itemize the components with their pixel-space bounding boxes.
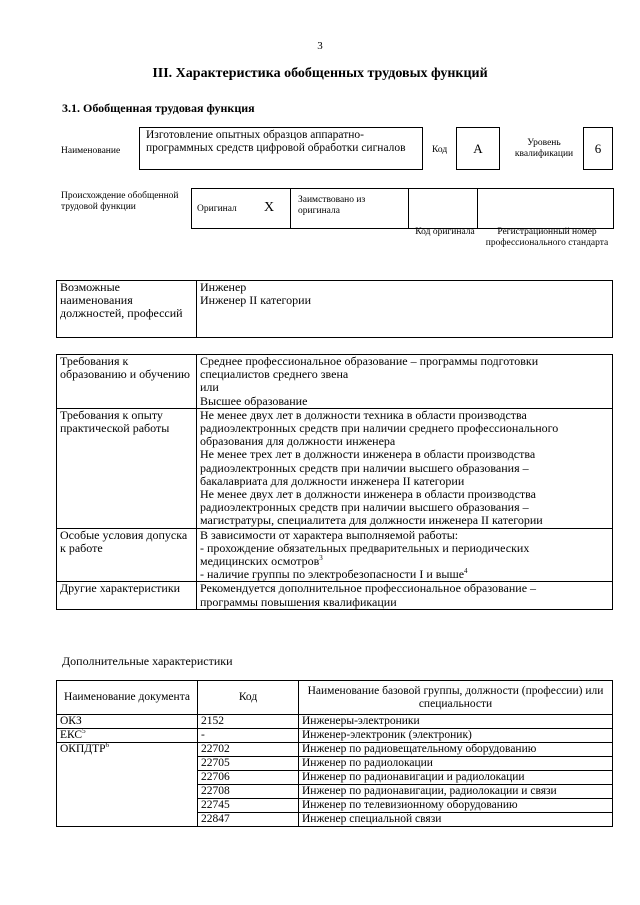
table-row [57,715,613,729]
col-doc-header: Наименование документа [57,681,198,715]
text-line: - прохождение обязательных предварительных и периодических [200,540,530,555]
text-fragment: медицинских осмотров [200,554,320,569]
position-item: Инженер [200,280,247,294]
code-original-caption: Код оригинала [415,227,475,237]
doc-cell [57,743,198,827]
subsection-title: 3.1. Обобщенная трудовая функция [62,101,255,115]
code-cell: 22706 [198,771,299,785]
original-mark: X [264,200,275,215]
text-line: программы повышения квалификации [200,594,397,609]
requirements-table [56,354,613,610]
positions-values [197,281,613,338]
footnote-ref: 3 [319,554,323,563]
experience-label: Требования к опыту практической работы [57,408,197,528]
col-name-header: Наименование базовой группы, должности (профессии) или специальности [299,681,613,715]
experience-value [197,408,613,528]
text-line: магистратуры, специалитета для должности инженера II категории [200,513,543,528]
doc-name: ОКПДТР [60,743,106,755]
text-line: Высшее образование [200,393,308,408]
doc-cell [57,729,198,743]
origin-label: Происхождение обобщенной трудовой функции [61,191,179,212]
text-line: Не менее двух лет в должности техника в области производства [200,407,527,422]
text-line: образования для должности инженера [200,434,396,449]
doc-cell [57,715,198,729]
code-cell: 22847 [198,813,299,827]
code-original-cell [408,188,478,229]
function-name-field [139,127,423,170]
level-value: 6 [594,140,602,156]
code-cell: 22708 [198,785,299,799]
additional-table [56,680,613,827]
name-cell: Инженер специальной связи [299,813,613,827]
text-line [200,568,609,581]
name-cell: Инженер по телевизионному оборудованию [299,799,613,813]
code-field [456,127,500,170]
text-line: Не менее трех лет в должности инженера в области производства [200,447,536,462]
footnote-ref: 6 [105,741,110,750]
doc-name: ОКЗ [60,715,82,727]
additional-title: Дополнительные характеристики [62,654,233,668]
special-conditions-value [197,528,613,582]
text-line: В зависимости от характера выполняемой работы: [200,527,459,542]
education-value [197,355,613,409]
positions-label: Возможные наименования должностей, профессий [57,281,197,338]
code-cell: - [198,729,299,743]
code-cell: 22745 [198,799,299,813]
text-line: Среднее профессиональное образование – программы подготовки [200,354,539,368]
education-label: Требования к образованию и обучению [57,355,197,409]
doc-name: ЕКС [60,729,83,741]
code-cell: 22702 [198,743,299,757]
footnote-ref: 4 [464,567,468,576]
code-value: А [473,140,483,156]
text-line: радиоэлектронных средств при наличии высшего образования – [200,500,529,515]
position-item: Инженер II категории [200,293,311,308]
level-label: Уровень квалификации [514,138,574,159]
table-row [57,743,613,757]
name-cell: Инженер-электроник (электроник) [299,729,613,743]
name-cell: Инженеры-электроники [299,715,613,729]
name-cell: Инженер по радиовещательному оборудованию [299,743,613,757]
page-number: 3 [317,40,323,52]
table-row [57,729,613,743]
code-cell: 2152 [198,715,299,729]
text-line: Рекомендуется дополнительное профессиональное образование – [200,581,537,596]
positions-table [56,280,613,338]
borrowed-label: Заимствовано из оригинала [298,195,366,216]
text-line: радиоэлектронных средств при наличии высшего образования – [200,460,529,475]
code-cell: 22705 [198,757,299,771]
reg-number-cell [477,188,614,229]
text-line: или [200,380,219,395]
text-fragment: - наличие группы по электробезопасности I и выше [200,567,465,582]
section-title: III. Характеристика обобщенных трудовых функций [152,66,488,81]
text-line: Не менее двух лет в должности инженера в области производства [200,487,536,502]
special-conditions-label: Особые условия допуска к работе [57,528,197,582]
function-name-value: Изготовление опытных образцов аппаратно-программных средств цифровой обработки сигналов [146,129,406,154]
name-cell: Инженер по радионавигации, радиолокации и связи [299,785,613,799]
footnote-ref: 5 [82,727,86,736]
text-line: бакалавриата для должности инженера II категории [200,473,465,488]
reg-number-caption: Регистрационный номер профессионального стандарта [485,227,609,248]
col-code-header: Код [198,681,299,715]
text-line: радиоэлектронных средств при наличии среднего профессионального [200,421,559,436]
other-characteristics-label: Другие характеристики [57,582,197,609]
code-label: Код [432,145,448,155]
text-line: специалистов среднего звена [200,367,349,382]
name-label: Наименование [61,146,121,156]
name-cell: Инженер по радионавигации и радиолокации [299,771,613,785]
original-label: Оригинал [197,204,237,214]
level-field [583,127,613,170]
other-characteristics-value [197,582,613,609]
name-cell: Инженер по радиолокации [299,757,613,771]
